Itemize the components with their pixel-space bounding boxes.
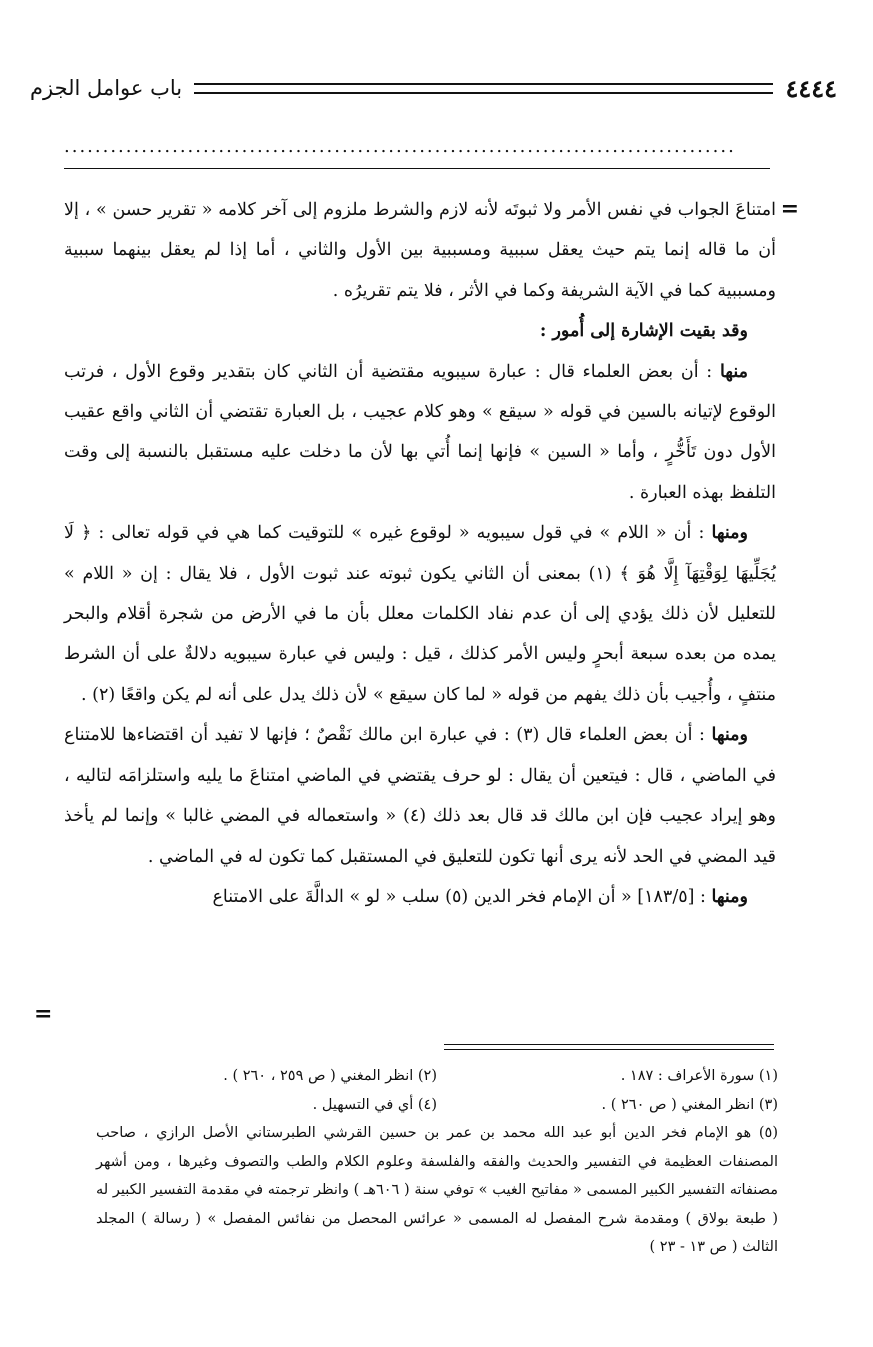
paragraph-text: : [١٨٣/٥] « أن الإمام فخر الدين (٥) سلب « لو » الدالَّةَ على الامتناع: [212, 886, 712, 907]
paragraph-continued: [64, 190, 776, 311]
footnote-double-rule: [444, 1044, 774, 1050]
main-text: [64, 190, 776, 917]
page-number: ٤٤٤٤: [785, 73, 837, 103]
footnote-row: [96, 1062, 778, 1091]
paragraph: [64, 877, 776, 917]
footnote-5: (٥) هو الإمام فخر الدين أبو عبد الله محمد بن عمر بن حسين القرشي الطبرستاني الأصل الرازي ، صاحب المصنفات العظيمة في التفسير والحديث والفقه والفلسفة وعلوم الكلام والطب والتصوف وغيرها ، ومن أشهر مصنفاته التفسير الكبير المسمى « مفاتيح الغيب » توفي سنة ( ٦٠٦هـ ) وانظر ترجمته في مقدمة التفسير الكبير له ( طبعة بولاق ) ومقدمة شرح المفصل له المسمى « عرائس المحصل من نفائس المفصل » ( رسالة ) المجلد الثالث ( ص ١٣ - ٢٣ ): [96, 1125, 778, 1255]
page-header: [30, 70, 837, 106]
footnotes: [96, 1062, 778, 1262]
paragraph-lead: منها: [719, 361, 748, 382]
paragraph-heading: [64, 311, 776, 351]
paragraph: [64, 513, 776, 715]
section-heading: وقد بقيت الإشارة إلى أُمور :: [539, 321, 748, 342]
continuation-mark-end: =: [34, 1001, 53, 1027]
continuation-mark-start: =: [780, 196, 799, 222]
paragraph-lead: ومنها: [711, 725, 748, 746]
paragraph-text: : أن بعض العلماء قال (٣) : في عبارة ابن مالك نَقْصٌ ؛ فإنها لا تفيد أن اقتضاءها للامتناع في الماضي ، قال : فيتعين أن يقال : لو حرف يقتضي في الماضي امتناعَ ما يليه واستلزامَه لتاليه ، وهو إيراد عجيب فإن ابن مالك قد قال بعد ذلك (٤) « واستعماله في المضي غالبا » وإنما لم يأخذ قيد المضي في الحد لأنه يرى أنها تكون للتعليق في المستقبل كما تكون له في الماضي .: [64, 725, 776, 867]
paragraph: [64, 715, 776, 877]
footnote-4: (٤) أي في التسهيل .: [312, 1096, 437, 1113]
separator-rule: [64, 168, 770, 169]
paragraph-text: امتناعَ الجواب في نفس الأمر ولا ثبوتَه لأنه لازم والشرط ملزوم إلى آخر كلامه « تقرير حسن » ، إلا أن ما قاله إنما يتم حيث يعقل سببية ومسببية بين الأول والثاني ، أما إذا لم يعقل بينهما سببية ومسببية كما في الآية الشريفة وكما في الأثر ، فلا يتم تقريرُه .: [64, 200, 776, 301]
footnote-2: (٢) انظر المغني ( ص ٢٥٩ ، ٢٦٠ ) .: [223, 1068, 437, 1084]
paragraph-text: : أن بعض العلماء قال : عبارة سيبويه مقتضية أن الثاني كان بتقدير وقوع الأول ، فرتب الوقوع لإتيانه بالسين في قوله « سيقع » وهو كلام عجيب ، بل العبارة تقتضي أن الثاني واقع عقيب الأول دون تَأَخُّرٍ ، وأما « السين » فإنها إنما أُتي بها لأن ما دخلت عليه مستقبل بالنسبة إلى وقت التلفظ بهذه العبارة .: [64, 361, 776, 503]
footnote-1: (١) سورة الأعراف : ١٨٧ .: [620, 1068, 778, 1084]
chapter-title: باب عوامل الجزم: [30, 76, 183, 100]
paragraph-text: : أن « اللام » في قول سيبويه « لوقوع غيره » للتوقيت كما هي في قوله تعالى : ﴿ لَا يُجَلِّيهَا لِوَقْتِهَآ إِلَّا هُوَ ﴾ (١) بمعنى أن الثاني يكون ثبوته عند ثبوت الأول ، فلا يقال : إن « اللام » للتعليل لأن ذلك يؤدي إلى أن عدم نفاد الكلمات معلل بأن ما في الأرض من شجرة أقلام والبحر يمده من بعده سبعة أبحرٍ وليس الأمر كذلك ، قيل : وليس في عبارة سيبويه دلالةٌ على أن الشرط منتفٍ ، وأُجيب بأن ذلك يفهم من قوله « لما كان سيقع » لأن ذلك يدل على أنه لم يكن واقعًا (٢) .: [64, 523, 776, 705]
paragraph: [64, 352, 776, 514]
footnote-3: (٣) انظر المغني ( ص ٢٦٠ ) .: [601, 1096, 778, 1113]
dotted-separator: .......................................................................................: [64, 136, 736, 156]
paragraph-lead: ومنها: [711, 523, 748, 544]
header-double-rule: [194, 83, 773, 94]
footnote-row: [96, 1091, 778, 1120]
paragraph-lead: ومنها: [711, 886, 748, 907]
